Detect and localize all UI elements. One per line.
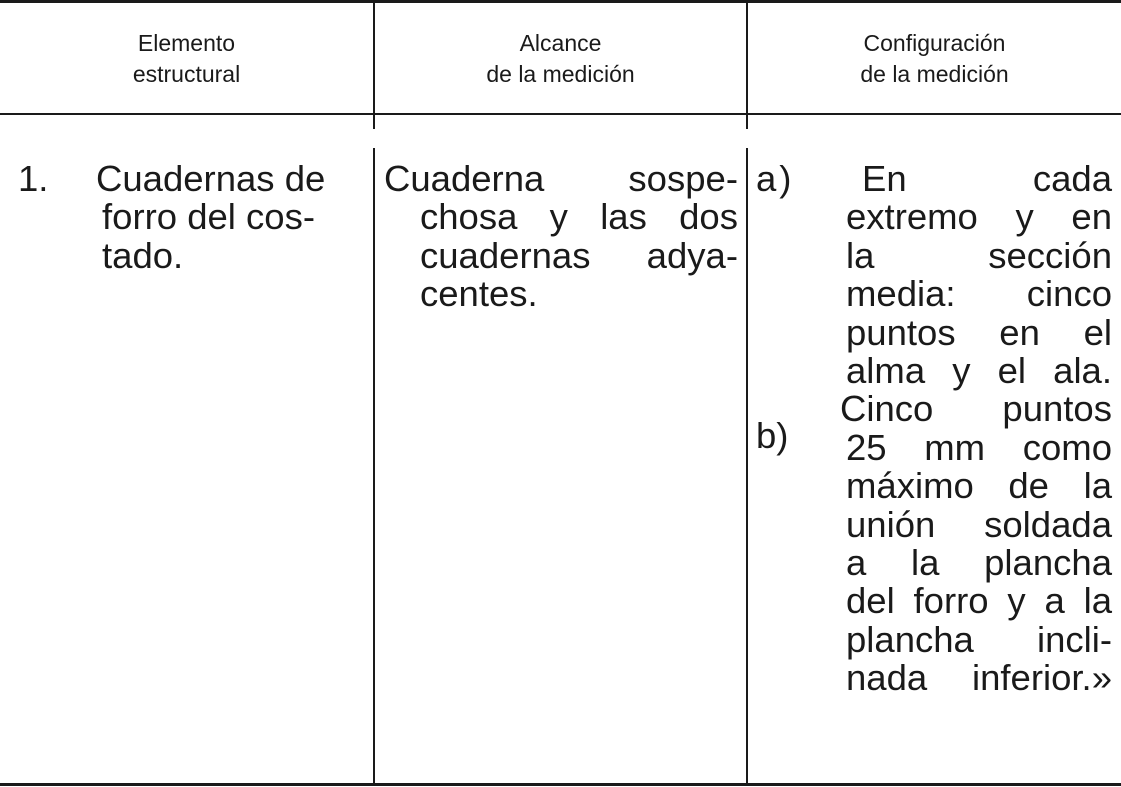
config-b-line: del forro y a la: [846, 580, 1112, 622]
header-col1-line2: estructural: [132, 61, 241, 87]
column-divider-2-body: [746, 148, 748, 784]
config-marker-b: b): [756, 415, 789, 456]
config-b-line: 25 mm como: [846, 426, 1112, 468]
top-rule: [0, 0, 1121, 3]
config-b-line: a la plancha: [846, 541, 1112, 583]
header-rule: [0, 113, 1121, 115]
bottom-rule: [0, 783, 1121, 786]
config-marker-a: a): [756, 158, 795, 199]
header-col3-line2: de la medición: [860, 61, 1009, 87]
column-divider-1-body: [373, 148, 375, 784]
config-cell: [840, 158, 1112, 699]
header-col2-line1: Alcance: [519, 30, 602, 56]
scope-line: chosa y las dos: [420, 196, 738, 238]
row-number: 1.: [18, 158, 49, 199]
scope-cell: [384, 160, 738, 314]
config-b-line: Cinco puntos: [840, 388, 1112, 430]
element-line: forro del cos-: [102, 196, 315, 238]
config-a-line: alma y el ala.: [846, 349, 1112, 391]
config-a-line: media: cinco: [846, 273, 1112, 315]
header-col3-line1: Configuración: [863, 30, 1006, 56]
header-col2-line2: de la medición: [486, 61, 635, 87]
element-cell: [96, 160, 362, 275]
column-divider-1-stub: [373, 115, 375, 129]
header-elemento-estructural: [0, 28, 373, 90]
config-b-line: plancha incli-: [846, 618, 1112, 660]
config-a-line: En cada: [862, 158, 1112, 199]
header-col1-line1: Elemento: [137, 30, 236, 56]
config-b-line: máximo de la: [846, 465, 1112, 507]
scope-line: cuadernas adya-: [420, 234, 738, 276]
column-divider-2-stub: [746, 115, 748, 129]
scope-line: Cuaderna sospe-: [384, 158, 738, 199]
header-alcance: [375, 28, 746, 90]
config-b-line: unión soldada: [846, 503, 1112, 545]
element-line: Cuadernas de: [96, 158, 326, 199]
config-a-line: extremo y en: [846, 196, 1112, 238]
element-line: tado.: [102, 234, 184, 276]
scope-line: centes.: [420, 273, 538, 315]
header-configuracion: [748, 28, 1121, 90]
config-a-line: la sección: [846, 234, 1112, 276]
config-b-line: nada inferior.»: [846, 657, 1112, 699]
config-a-line: puntos en el: [846, 311, 1112, 353]
